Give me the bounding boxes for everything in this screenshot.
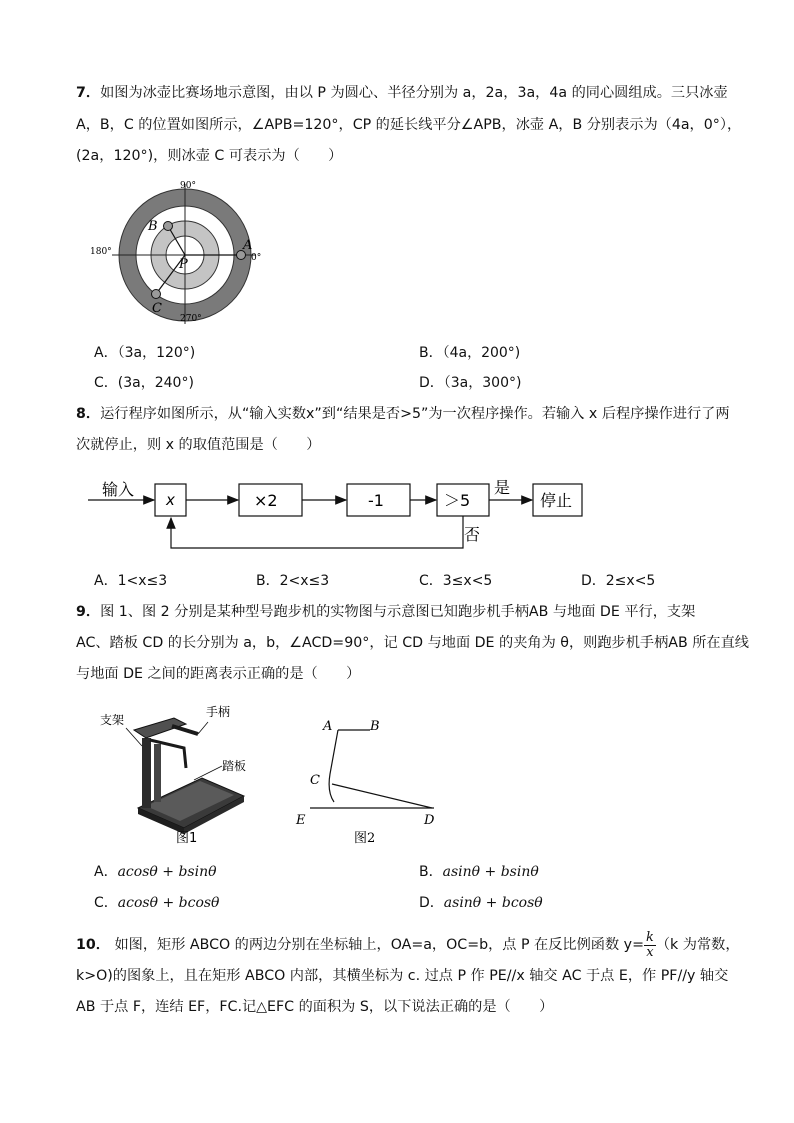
- fig2-label-E: E: [296, 813, 306, 828]
- label-180: 180°: [90, 247, 112, 257]
- label-handle: 手柄: [206, 705, 231, 719]
- flow-yes-label: 是: [494, 478, 511, 497]
- fig2-label-D: D: [424, 813, 435, 828]
- q8-flowchart: [88, 474, 588, 554]
- q7-option-d[interactable]: D．（3a，300°): [419, 375, 522, 391]
- q7-curling-figure: [88, 178, 278, 326]
- fig2-label-A: A: [323, 719, 333, 734]
- label-270: 270°: [180, 314, 202, 324]
- pedal-CD: [332, 784, 432, 808]
- fig2-label-B: B: [370, 719, 380, 734]
- q9-schematic-figure: [290, 712, 450, 852]
- fraction-k-over-x: $\frac{k}{x}$: [645, 929, 654, 960]
- q8-option-c[interactable]: C．3≤x<5: [419, 573, 493, 589]
- label-0: 0°: [251, 253, 262, 263]
- q8-option-a[interactable]: A．1<x≤3: [94, 573, 168, 589]
- q9-option-b[interactable]: B．asinθ + bsinθ: [419, 864, 539, 880]
- q7-option-c[interactable]: C．(3a，240°): [94, 375, 194, 391]
- label-B: B: [148, 219, 158, 234]
- figure2-caption: 图2: [354, 831, 376, 846]
- q7-option-b[interactable]: B．（4a，200°): [419, 345, 521, 361]
- label-90: 90°: [180, 181, 196, 191]
- box-minus1-label: -1: [368, 491, 384, 510]
- q10-line-3: AB 于点 F，连结 EF，FC.记△EFC 的面积为 S，以下说法正确的是（ ）: [76, 999, 554, 1015]
- q10-number: 10．: [76, 937, 110, 953]
- treadmill-upright: [142, 738, 151, 808]
- q9-treadmill-figure: [94, 700, 264, 850]
- box-times2-label: ×2: [254, 491, 278, 510]
- flow-input-label: 输入: [102, 480, 135, 499]
- box-x-label: x: [166, 491, 175, 509]
- q9-number: 9．: [76, 604, 101, 620]
- q9-option-d[interactable]: D．asinθ + bcosθ: [419, 895, 543, 911]
- q9-line-2: AC、踏板 CD 的长分别为 a，b，∠ACD=90°，记 CD 与地面 DE 的夹角为 θ，则跑步机手柄AB 所在直线: [76, 635, 749, 651]
- q7-line-2: A，B，C 的位置如图所示，∠APB=120°，CP 的延长线平分∠APB，冰壶 A，B 分别表示为（4a，0°），: [76, 117, 742, 133]
- label-A: A: [243, 238, 253, 253]
- bracket-AC: [329, 730, 338, 802]
- flow-no-label: 否: [464, 525, 481, 544]
- treadmill-handle: [172, 726, 198, 734]
- loop-back-line: [171, 516, 463, 548]
- box-gt5-label: ＞5: [444, 491, 471, 510]
- q7-number: 7．: [76, 85, 101, 101]
- label-C: C: [152, 301, 162, 316]
- q8-option-b[interactable]: B．2<x≤3: [256, 573, 330, 589]
- stone-C: [152, 290, 161, 299]
- q7-option-a[interactable]: A．（3a，120°): [94, 345, 196, 361]
- label-P: P: [179, 257, 188, 272]
- q9-line-3: 与地面 DE 之间的距离表示正确的是（ ）: [76, 666, 361, 682]
- box-stop-label: 停止: [540, 491, 573, 510]
- q7-line-3: (2a，120°)，则冰壶 C 可表示为（ ）: [76, 148, 343, 164]
- fig2-label-C: C: [310, 773, 320, 788]
- q8-option-d[interactable]: D．2≤x<5: [581, 573, 656, 589]
- q8-line-1: 8．运行程序如图所示，从“输入实数x”到“结果是否>5”为一次程序操作。若输入 x 后程序操作进行了两: [76, 406, 730, 422]
- label-bracket: 支架: [100, 713, 125, 727]
- q8-number: 8．: [76, 406, 101, 422]
- stone-B: [164, 222, 173, 231]
- label-pedal: 踏板: [222, 759, 247, 773]
- q8-line-2: 次就停止，则 x 的取值范围是（ ）: [76, 437, 321, 453]
- q9-option-a[interactable]: A．acosθ + bsinθ: [94, 864, 217, 880]
- figure1-caption: 图1: [176, 831, 198, 846]
- q10-line-2: k>O)的图象上，且在矩形 ABCO 内部，其横坐标为 c. 过点 P 作 PE//x 轴交 AC 于点 E，作 PF//y 轴交: [76, 968, 729, 984]
- q9-line-1: 9．图 1、图 2 分别是某种型号跑步机的实物图与示意图已知跑步机手柄AB 与地面 DE 平行，支架: [76, 604, 696, 620]
- q7-line-1: 7．如图为冰壶比赛场地示意图，由以 P 为圆心、半径分别为 a，2a，3a，4a 的同心圆组成。三只冰壶: [76, 85, 728, 101]
- q9-option-c[interactable]: C．acosθ + bcosθ: [94, 895, 220, 911]
- q10-line-1: 10． 如图，矩形 ABCO 的两边分别在坐标轴上，OA=a，OC=b，点 P 在反比例函数 y= $\frac{k}{x}$ （k 为常数，: [76, 929, 740, 960]
